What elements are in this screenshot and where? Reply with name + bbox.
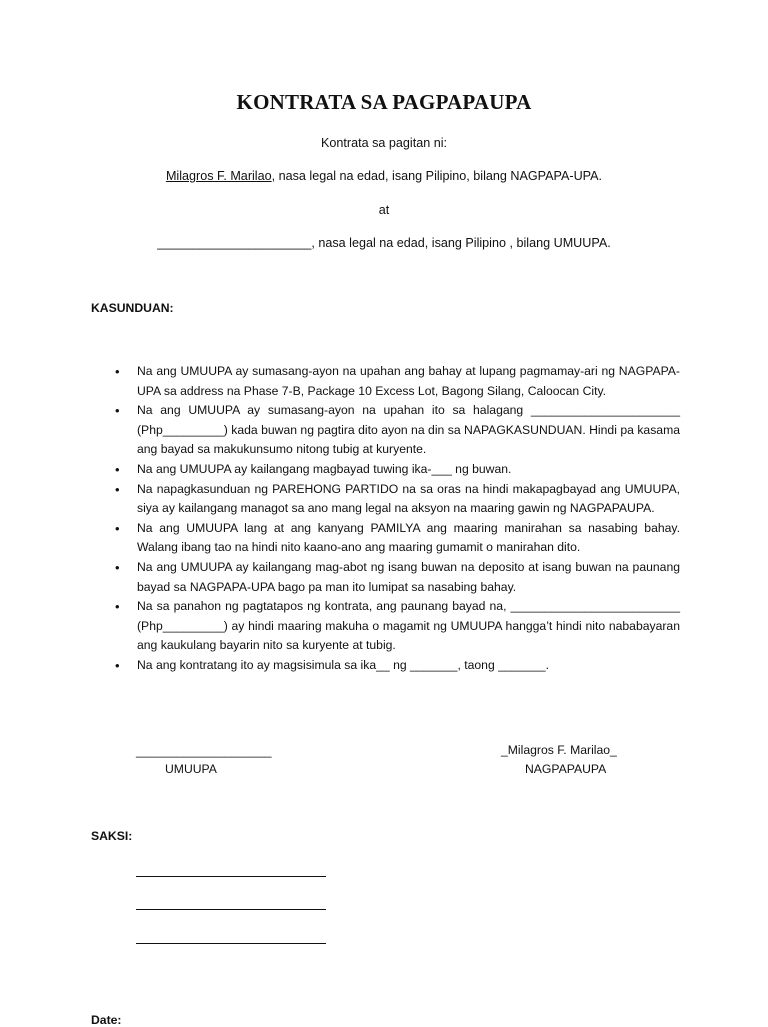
party2-line — [0, 236, 768, 250]
party1-name: Milagros F. Marilao — [165, 169, 272, 183]
witness-heading: SAKSI: — [91, 829, 133, 843]
landlord-label: NAGPAPAUPA — [525, 762, 607, 776]
party2-name-blank: ______________________ — [157, 236, 312, 250]
term-item: • Na napagkasunduan ng PAREHONG PARTIDO na sa oras na hindi makapagbayad ang UMUUPA, siya ay kailangang managot sa ano mang legal na aksyon na maaring gawin ng NAGPAPAUPA. — [113, 480, 680, 519]
intro-line: Kontrata sa pagitan ni: — [320, 136, 448, 150]
term-item: • Na sa panahon ng pagtatapos ng kontrata, ang paunang bayad na, _________________________ (Php_________) ay hindi maaring makuha o magamit ng UMUUPA hangga’t hindi nito nababayaran ang kaukulang bayarin nito sa kuryente at tubig. — [113, 597, 680, 656]
term-item: • Na ang UMUUPA ay sumasang-ayon na upahan ito sa halagang ______________________ (Php_________) kada buwan ng pagtira dito ayon na din sa NAPAGKASUNDUAN. Hindi pa kasama ang bayad sa makukunsumo nitong tubig at kuryente. — [113, 401, 680, 460]
term-item: • Na ang kontratang ito ay magsisimula sa ika__ ng _______, taong _______. — [113, 656, 680, 676]
date-label: Date: — [91, 1013, 122, 1027]
tenant-signature-line: ____________________ — [136, 744, 272, 758]
landlord-signature-name: _Milagros F. Marilao_ — [501, 743, 617, 757]
tenant-label: UMUUPA — [165, 762, 217, 776]
document-title: KONTRATA SA PAGPAPAUPA — [236, 90, 532, 114]
party2-description: , nasa legal na edad, isang Pilipino , bilang UMUUPA. — [311, 236, 611, 250]
conjunction: at — [378, 203, 390, 217]
term-item: • Na ang UMUUPA ay kailangang mag-abot ng isang buwan na deposito at isang buwan na paunang bayad sa NAGPAPA-UPA bago pa man ito lumipat sa nasabing bahay. — [113, 558, 680, 597]
party1-line — [0, 169, 768, 183]
agreement-heading: KASUNDUAN: — [91, 301, 174, 315]
witness-signature-line-2 — [136, 908, 326, 910]
term-item: • Na ang UMUUPA lang at ang kanyang PAMILYA ang maaring manirahan sa nasabing bahay. Walang ibang tao na hindi nito kaano-ano ang maaring gumamit o manirahan dito. — [113, 519, 680, 558]
term-item: • Na ang UMUUPA ay sumasang-ayon na upahan ang bahay at lupang pagmamay-ari ng NAGPAPA-UPA sa address na Phase 7-B, Package 10 Excess Lot, Bagong Silang, Caloocan City. — [113, 362, 680, 401]
terms-list — [113, 362, 680, 676]
witness-signature-line-3 — [136, 942, 326, 944]
term-item: • Na ang UMUUPA ay kailangang magbayad tuwing ika-___ ng buwan. — [113, 460, 680, 480]
witness-signature-line-1 — [136, 875, 326, 877]
party1-description: , nasa legal na edad, isang Pilipino, bilang NAGPAPA-UPA. — [271, 169, 603, 183]
